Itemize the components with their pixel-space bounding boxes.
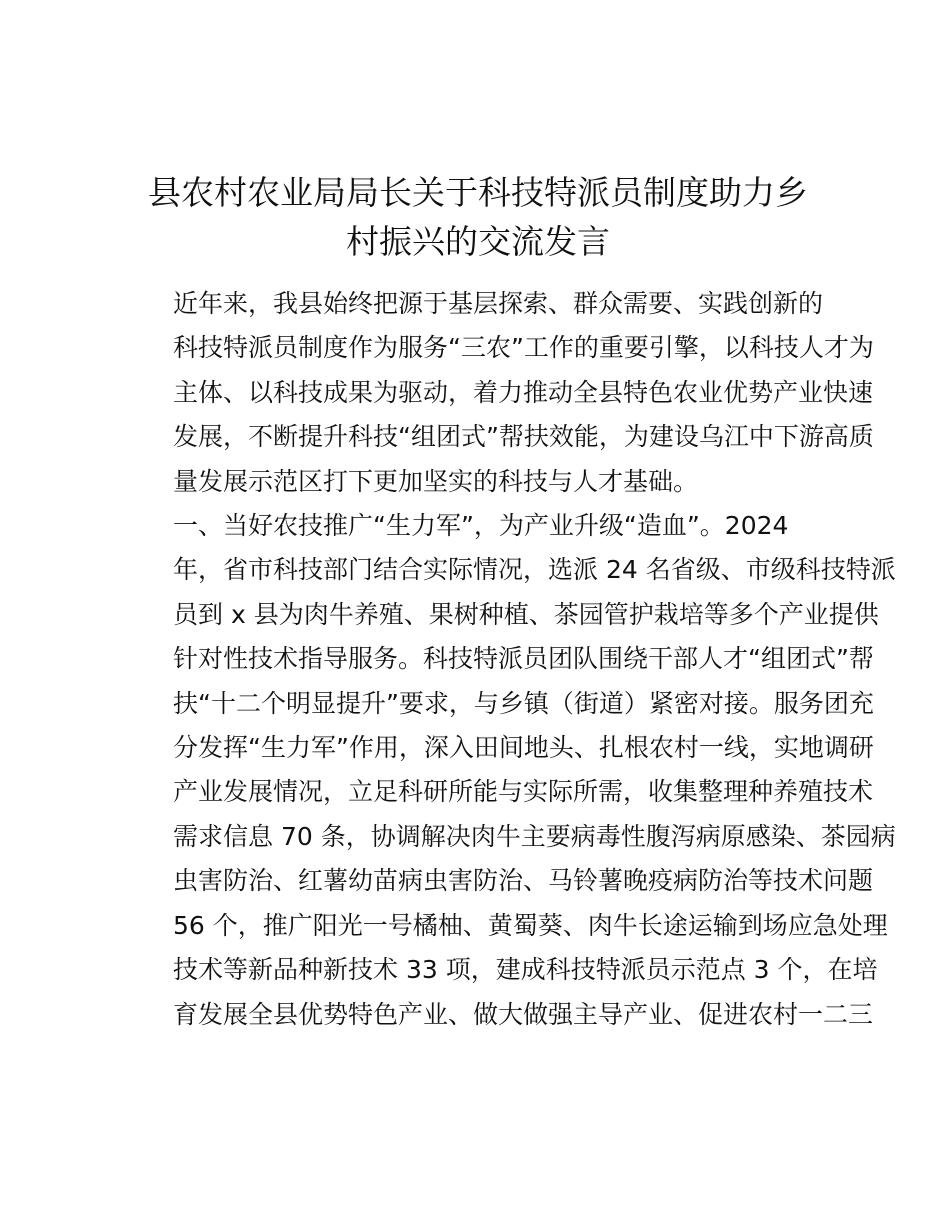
paragraph-line: 需求信息 70 条，协调解决肉牛主要病毒性腹泻病原感染、茶园病 <box>173 821 896 851</box>
paragraph-line: 员到 x 县为肉牛养殖、果树种植、茶园管护栽培等多个产业提供 <box>173 599 879 629</box>
paragraph-line: 56 个，推广阳光一号橘柚、黄蜀葵、肉牛长途运输到场应急处理 <box>173 910 888 940</box>
paragraph-line: 扶“十二个明显提升”要求，与乡镇（街道）紧密对接。服务团充 <box>173 688 874 718</box>
paragraph-line: 技术等新品种新技术 33 项，建成科技特派员示范点 3 个，在培 <box>173 955 878 985</box>
paragraph-line: 发展，不断提升科技“组团式”帮扶效能，为建设乌江中下游高质 <box>173 422 874 452</box>
paragraph-line: 科技特派员制度作为服务“三农”工作的重要引擎，以科技人才为 <box>173 333 874 363</box>
paragraph-line: 量发展示范区打下更加坚实的科技与人才基础。 <box>173 466 699 496</box>
paragraph-section-one <box>123 504 896 1037</box>
paragraph-intro <box>123 282 874 504</box>
page-title <box>120 168 836 266</box>
paragraph-line: 分发挥“生力军”作用，深入田间地头、扎根农村一线，实地调研 <box>173 733 874 763</box>
paragraph-line: 育发展全县优势特色产业、做大做强主导产业、促进农村一二三 <box>173 999 874 1029</box>
paragraph-line: 针对性技术指导服务。科技特派员团队围绕干部人才“组团式”帮 <box>173 644 874 674</box>
paragraph-line: 年，省市科技部门结合实际情况，选派 24 名省级、市级科技特派 <box>173 555 896 585</box>
paragraph-line: 产业发展情况，立足科研所能与实际所需，收集整理种养殖技术 <box>173 777 874 807</box>
paragraph-line: 虫害防治、红薯幼苗病虫害防治、马铃薯晚疫病防治等技术问题 <box>173 866 874 896</box>
title-line-2: 村振兴的交流发言 <box>346 222 610 261</box>
paragraph-line: 一、当好农技推广“生力军”，为产业升级“造血”。2024 <box>173 511 789 541</box>
paragraph-line: 近年来，我县始终把源于基层探索、群众需要、实践创新的 <box>173 289 824 318</box>
title-line-1: 县农村农业局局长关于科技特派员制度助力乡 <box>148 173 808 212</box>
paragraph-line: 主体、以科技成果为驱动，着力推动全县特色农业优势产业快速 <box>173 377 874 407</box>
document-body <box>123 282 896 1037</box>
